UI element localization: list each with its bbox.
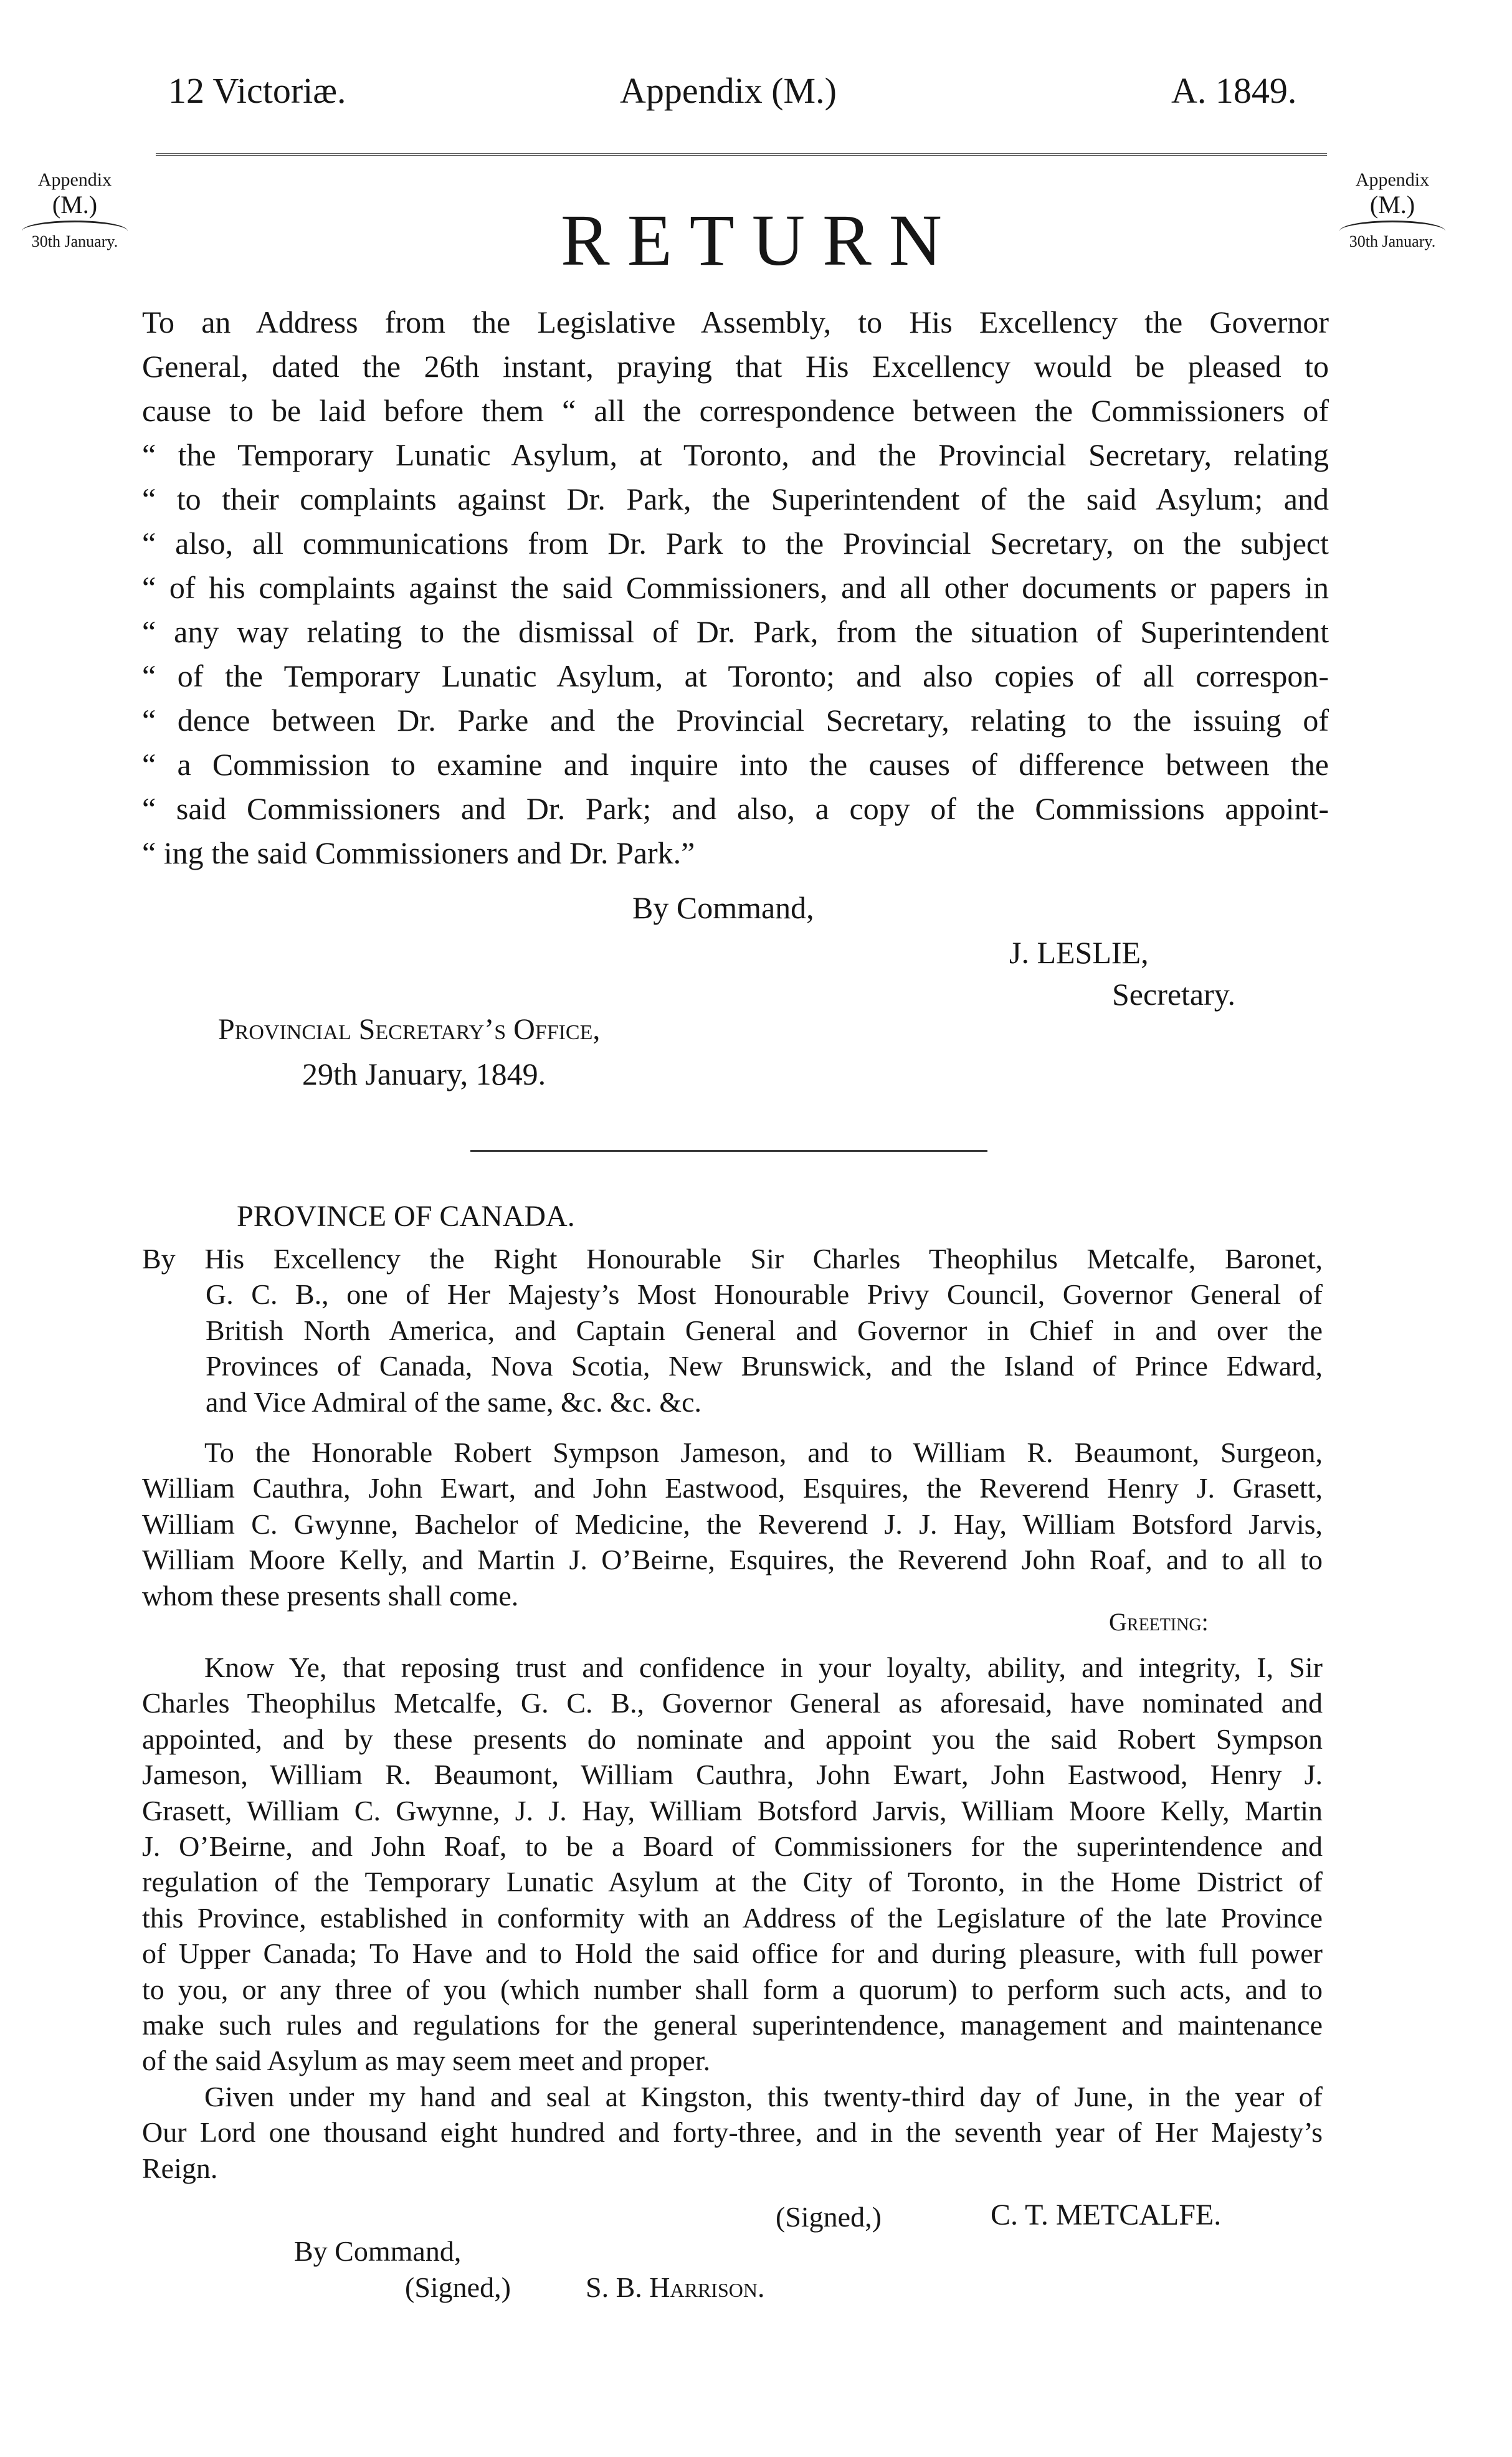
body-line: regulation of the Temporary Lunatic Asylum at the City of Toronto, in the Home District of	[142, 1866, 1323, 1898]
margin-letter: (M.)	[52, 191, 98, 219]
given-line: Our Lord one thousand eight hundred and forty-three, and in the seventh year of Her Majesty’s	[142, 2116, 1323, 2149]
body-line: Grasett, William C. Gwynne, J. J. Hay, William Botsford Jarvis, William Moore Kelly, Martin	[142, 1794, 1323, 1827]
signed-name: C. T. METCALFE.	[991, 2198, 1222, 2231]
signer-name: J. LESLIE,	[1009, 935, 1149, 970]
margin-note-right	[1333, 169, 1452, 252]
preamble-line: British North America, and Captain General and Governor in Chief in and over the	[206, 1314, 1323, 1346]
margin-letter: (M.)	[1369, 191, 1415, 219]
margin-date: 30th January.	[1349, 232, 1436, 250]
commission-body	[142, 1650, 1323, 2186]
address-line: “ ing the said Commissioners and Dr. Park.”	[142, 835, 695, 870]
province-heading: PROVINCE OF CANADA.	[237, 1200, 575, 1233]
address-line: “ to their complaints against Dr. Park, the Superintendent of the said Asylum; and	[142, 482, 1329, 516]
office-name: Provincial Secretary’s Office,	[218, 1013, 601, 1046]
header-rule	[156, 153, 1327, 156]
addressee-line: William C. Gwynne, Bachelor of Medicine, the Reverend J. J. Hay, William Botsford Jarvis,	[142, 1508, 1323, 1540]
preamble-line: and Vice Admiral of the same, &c. &c. &c.	[206, 1385, 702, 1418]
body-line: J. O’Beirne, and John Roaf, to be a Board of Commissioners for the superintendence and	[142, 1830, 1323, 1863]
running-header-right: A. 1849.	[1171, 70, 1297, 111]
address-line: “ any way relating to the dismissal of Dr. Park, from the situation of Superintendent	[142, 614, 1329, 649]
body-line: appointed, and by these presents do nominate and appoint you the said Robert Sympson	[142, 1723, 1323, 1755]
commission-addressees	[142, 1435, 1323, 1613]
address-line: “ dence between Dr. Parke and the Provincial Secretary, relating to the issuing of	[142, 703, 1329, 738]
margin-appendix: Appendix	[1355, 169, 1430, 190]
body-line: this Province, established in conformity with an Address of the Legislature of the late Province	[142, 1901, 1323, 1934]
address-line: To an Address from the Legislative Assembly, to His Excellency the Governor	[142, 305, 1329, 340]
addressee-line: whom these presents shall come.	[142, 1579, 519, 1612]
body-line: Know Ye, that reposing trust and confidence in your loyalty, ability, and integrity, I, Sir	[204, 1651, 1323, 1683]
address-text	[142, 300, 1329, 875]
margin-appendix: Appendix	[37, 169, 112, 190]
signed-name-2: S. B. Harrison.	[586, 2271, 765, 2303]
preamble-line: By His Excellency the Right Honourable Sir Charles Theophilus Metcalfe, Baronet,	[142, 1243, 1323, 1275]
address-line: General, dated the 26th instant, praying that His Excellency would be pleased to	[142, 349, 1329, 384]
margin-date: 30th January.	[31, 232, 118, 250]
address-line: cause to be laid before them “ all the correspondence between the Commissioners of	[142, 393, 1329, 428]
body-line: Charles Theophilus Metcalfe, G. C. B., Governor General as aforesaid, have nominated and	[142, 1687, 1323, 1719]
office-date: 29th January, 1849.	[302, 1057, 546, 1091]
margin-note-left	[16, 169, 134, 252]
address-line: “ the Temporary Lunatic Asylum, at Toronto, and the Provincial Secretary, relating	[142, 437, 1329, 472]
addressee-line: William Moore Kelly, and Martin J. O’Beirne, Esquires, the Reverend John Roaf, and to all to	[142, 1544, 1323, 1576]
greeting: Greeting:	[1109, 1608, 1209, 1636]
margin-brace	[1339, 221, 1445, 231]
by-command: By Command,	[632, 890, 814, 925]
given-line: Given under my hand and seal at Kingston, this twenty-third day of June, in the year of	[204, 2080, 1323, 2112]
return-title: RETURN	[561, 199, 959, 281]
address-line: “ a Commission to examine and inquire into the causes of difference between the	[142, 747, 1329, 782]
signer-title: Secretary.	[1112, 977, 1236, 1012]
preamble-line: Provinces of Canada, Nova Scotia, New Brunswick, and the Island of Prince Edward,	[206, 1350, 1323, 1382]
by-command-2: By Command,	[294, 2235, 462, 2267]
address-line: “ of the Temporary Lunatic Asylum, at Toronto; and also copies of all correspon-	[142, 658, 1329, 693]
address-line: “ said Commissioners and Dr. Park; and also, a copy of the Commissions appoint-	[142, 791, 1329, 826]
addressee-line: William Cauthra, John Ewart, and John Eastwood, Esquires, the Reverend Henry J. Grasett,	[142, 1472, 1323, 1504]
address-line: “ also, all communications from Dr. Park to the Provincial Secretary, on the subject	[142, 526, 1329, 561]
body-line: to you, or any three of you (which number shall form a quorum) to perform such acts, and to	[142, 1973, 1323, 2005]
address-line: “ of his complaints against the said Commissioners, and all other documents or papers in	[142, 570, 1329, 605]
given-line: Reign.	[142, 2152, 218, 2184]
signed-label: (Signed,)	[776, 2201, 882, 2233]
running-header-left: 12 Victoriæ.	[168, 70, 346, 111]
body-line: Jameson, William R. Beaumont, William Cauthra, John Ewart, John Eastwood, Henry J.	[142, 1759, 1323, 1791]
body-line: make such rules and regulations for the general superintendence, management and maintenance	[142, 2009, 1323, 2041]
section-divider	[470, 1150, 987, 1152]
body-line: of Upper Canada; To Have and to Hold the said office for and during pleasure, with full power	[142, 1937, 1323, 1970]
running-header-center: Appendix (M.)	[620, 70, 837, 111]
signed-label-2: (Signed,)	[405, 2271, 511, 2303]
addressee-line: To the Honorable Robert Sympson Jameson, and to William R. Beaumont, Surgeon,	[204, 1437, 1323, 1468]
preamble-line: G. C. B., one of Her Majesty’s Most Honourable Privy Council, Governor General of	[206, 1278, 1323, 1311]
margin-brace	[22, 221, 128, 231]
commission-preamble	[142, 1241, 1323, 1420]
body-line: of the said Asylum as may seem meet and proper.	[142, 2045, 711, 2077]
